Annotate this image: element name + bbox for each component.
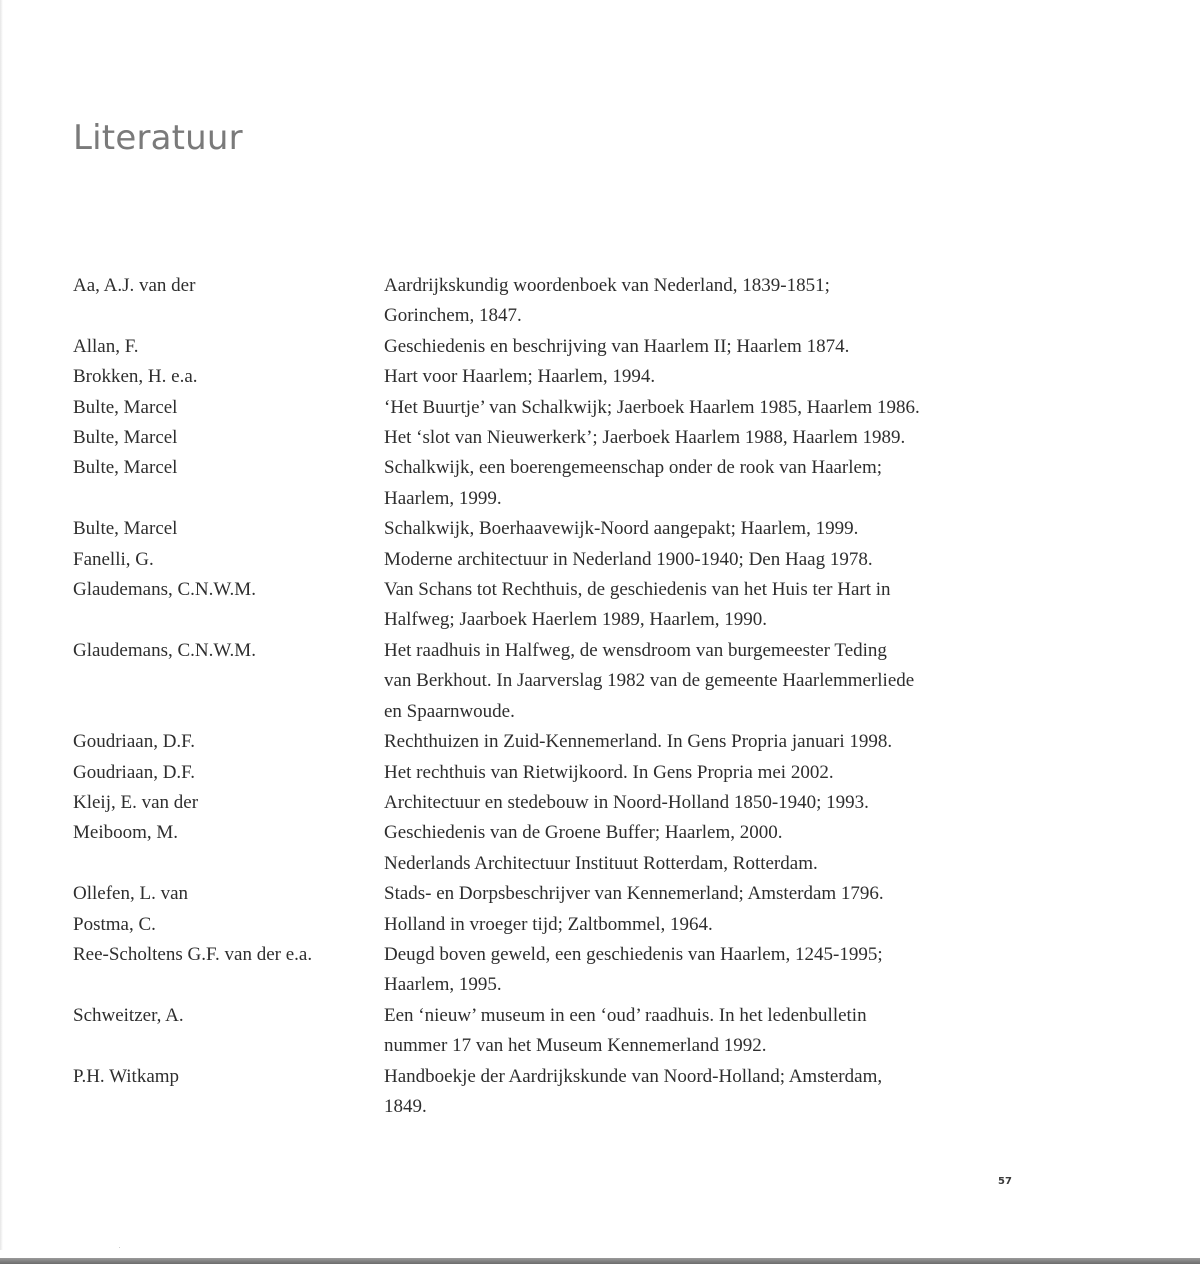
reference-title (384, 636, 1033, 727)
reference-title-line: ‘Het Buurtje’ van Schalkwijk; Jaerboek Haarlem 1985, Haarlem 1986. (384, 396, 920, 418)
reference-entry (73, 271, 1033, 332)
reference-title-line: 1849. (384, 1095, 427, 1117)
reference-title-line: Het ‘slot van Nieuwerkerk’; Jaerboek Haarlem 1988, Haarlem 1989. (384, 427, 906, 449)
reference-title (384, 910, 1033, 940)
page-edge-shadow (0, 0, 3, 1250)
reference-title (384, 545, 1033, 575)
reference-entry (73, 818, 1033, 879)
reference-entry (73, 727, 1033, 757)
reference-title-line: Nederlands Architectuur Instituut Rotterdam, Rotterdam. (384, 852, 818, 874)
reference-title (384, 332, 1033, 362)
reference-author: Ollefen, L. van (73, 883, 189, 905)
reference-title (384, 727, 1033, 757)
reference-title-line: Gorinchem, 1847. (384, 305, 522, 327)
reference-title-line: Geschiedenis van de Groene Buffer; Haarlem, 2000. (384, 822, 783, 844)
reference-title (384, 423, 1033, 453)
reference-entry (73, 879, 1033, 909)
reference-title-line: en Spaarnwoude. (384, 700, 515, 722)
reference-title (384, 1001, 1033, 1062)
reference-entry (73, 788, 1033, 818)
reference-title-line: Moderne architectuur in Nederland 1900-1940; Den Haag 1978. (384, 548, 873, 570)
reference-title (384, 879, 1033, 909)
reference-title-line: Deugd boven geweld, een geschiedenis van Haarlem, 1245-1995; (384, 943, 883, 965)
reference-author: Glaudemans, C.N.W.M. (73, 579, 256, 601)
reference-author: Bulte, Marcel (73, 396, 178, 418)
reference-author: Meiboom, M. (73, 822, 179, 844)
reference-entry (73, 1062, 1033, 1123)
reference-title-line: Halfweg; Jaarboek Haerlem 1989, Haarlem, 1990. (384, 609, 768, 631)
reference-author: Fanelli, G. (73, 548, 154, 570)
reference-title (384, 575, 1033, 636)
reference-title-line: Van Schans tot Rechthuis, de geschiedenis van het Huis ter Hart in (384, 579, 891, 601)
reference-title (384, 940, 1033, 1001)
reference-author: Glaudemans, C.N.W.M. (73, 639, 256, 661)
reference-entry (73, 940, 1033, 1001)
reference-entry (73, 332, 1033, 362)
page-number: 57 (998, 1176, 1012, 1187)
reference-title-line: Schalkwijk, een boerengemeenschap onder de rook van Haarlem; (384, 457, 883, 479)
reference-title-line: Aardrijkskundig woordenboek van Nederland, 1839-1851; (384, 275, 830, 296)
reference-author: Kleij, E. van der (73, 791, 199, 813)
reference-title (384, 271, 1033, 332)
reference-author: Goudriaan, D.F. (73, 761, 195, 783)
reference-title (384, 362, 1033, 392)
reference-author: Postma, C. (73, 913, 156, 935)
reference-entry (73, 1001, 1033, 1062)
reference-title-line: van Berkhout. In Jaarverslag 1982 van de gemeente Haarlemmerliede (384, 670, 915, 692)
reference-entry (73, 453, 1033, 514)
reference-author: Goudriaan, D.F. (73, 731, 195, 753)
reference-title-line: Geschiedenis en beschrijving van Haarlem II; Haarlem 1874. (384, 335, 850, 357)
reference-entry (73, 393, 1033, 423)
reference-entry (73, 362, 1033, 392)
reference-title-line: Het raadhuis in Halfweg, de wensdroom van burgemeester Teding (384, 639, 887, 661)
reference-title (384, 818, 1033, 879)
reference-entry (73, 575, 1033, 636)
page-bottom-edge (0, 1258, 1200, 1264)
reference-entry (73, 423, 1033, 453)
reference-list (73, 271, 1033, 1122)
reference-author: Bulte, Marcel (73, 457, 178, 479)
reference-author: Aa, A.J. van der (73, 275, 196, 296)
reference-title (384, 1062, 1033, 1123)
reference-title (384, 758, 1033, 788)
reference-title-line: Hart voor Haarlem; Haarlem, 1994. (384, 366, 656, 388)
reference-title-line: Haarlem, 1995. (384, 974, 502, 996)
reference-title (384, 788, 1033, 818)
reference-title (384, 393, 1033, 423)
reference-title-line: Schalkwijk, Boerhaavewijk-Noord aangepakt; Haarlem, 1999. (384, 518, 859, 540)
reference-author: Allan, F. (73, 335, 139, 357)
reference-title (384, 514, 1033, 544)
reference-title-line: Rechthuizen in Zuid-Kennemerland. In Gens Propria januari 1998. (384, 731, 893, 753)
paper-speck (119, 1247, 120, 1248)
reference-author: Schweitzer, A. (73, 1004, 184, 1026)
reference-title-line: Architectuur en stedebouw in Noord-Holland 1850-1940; 1993. (384, 791, 869, 813)
reference-title-line: Haarlem, 1999. (384, 487, 502, 509)
reference-author: Bulte, Marcel (73, 427, 178, 449)
page-title: Literatuur (73, 118, 243, 158)
reference-entry (73, 758, 1033, 788)
reference-title-line: Holland in vroeger tijd; Zaltbommel, 1964. (384, 913, 713, 935)
reference-title-line: Het rechthuis van Rietwijkoord. In Gens Propria mei 2002. (384, 761, 834, 783)
reference-entry (73, 514, 1033, 544)
reference-title-line: Stads- en Dorpsbeschrijver van Kennemerland; Amsterdam 1796. (384, 883, 884, 905)
reference-entry (73, 636, 1033, 727)
reference-title-line: Een ‘nieuw’ museum in een ‘oud’ raadhuis. In het ledenbulletin (384, 1004, 867, 1026)
reference-title (384, 453, 1033, 514)
reference-entry (73, 545, 1033, 575)
reference-title-line: Handboekje der Aardrijkskunde van Noord-Holland; Amsterdam, (384, 1065, 883, 1087)
reference-title-line: nummer 17 van het Museum Kennemerland 1992. (384, 1035, 767, 1057)
reference-entry (73, 910, 1033, 940)
reference-author: Bulte, Marcel (73, 518, 178, 540)
reference-author: P.H. Witkamp (73, 1065, 180, 1087)
reference-author: Brokken, H. e.a. (73, 366, 198, 388)
reference-author: Ree-Scholtens G.F. van der e.a. (73, 943, 313, 965)
